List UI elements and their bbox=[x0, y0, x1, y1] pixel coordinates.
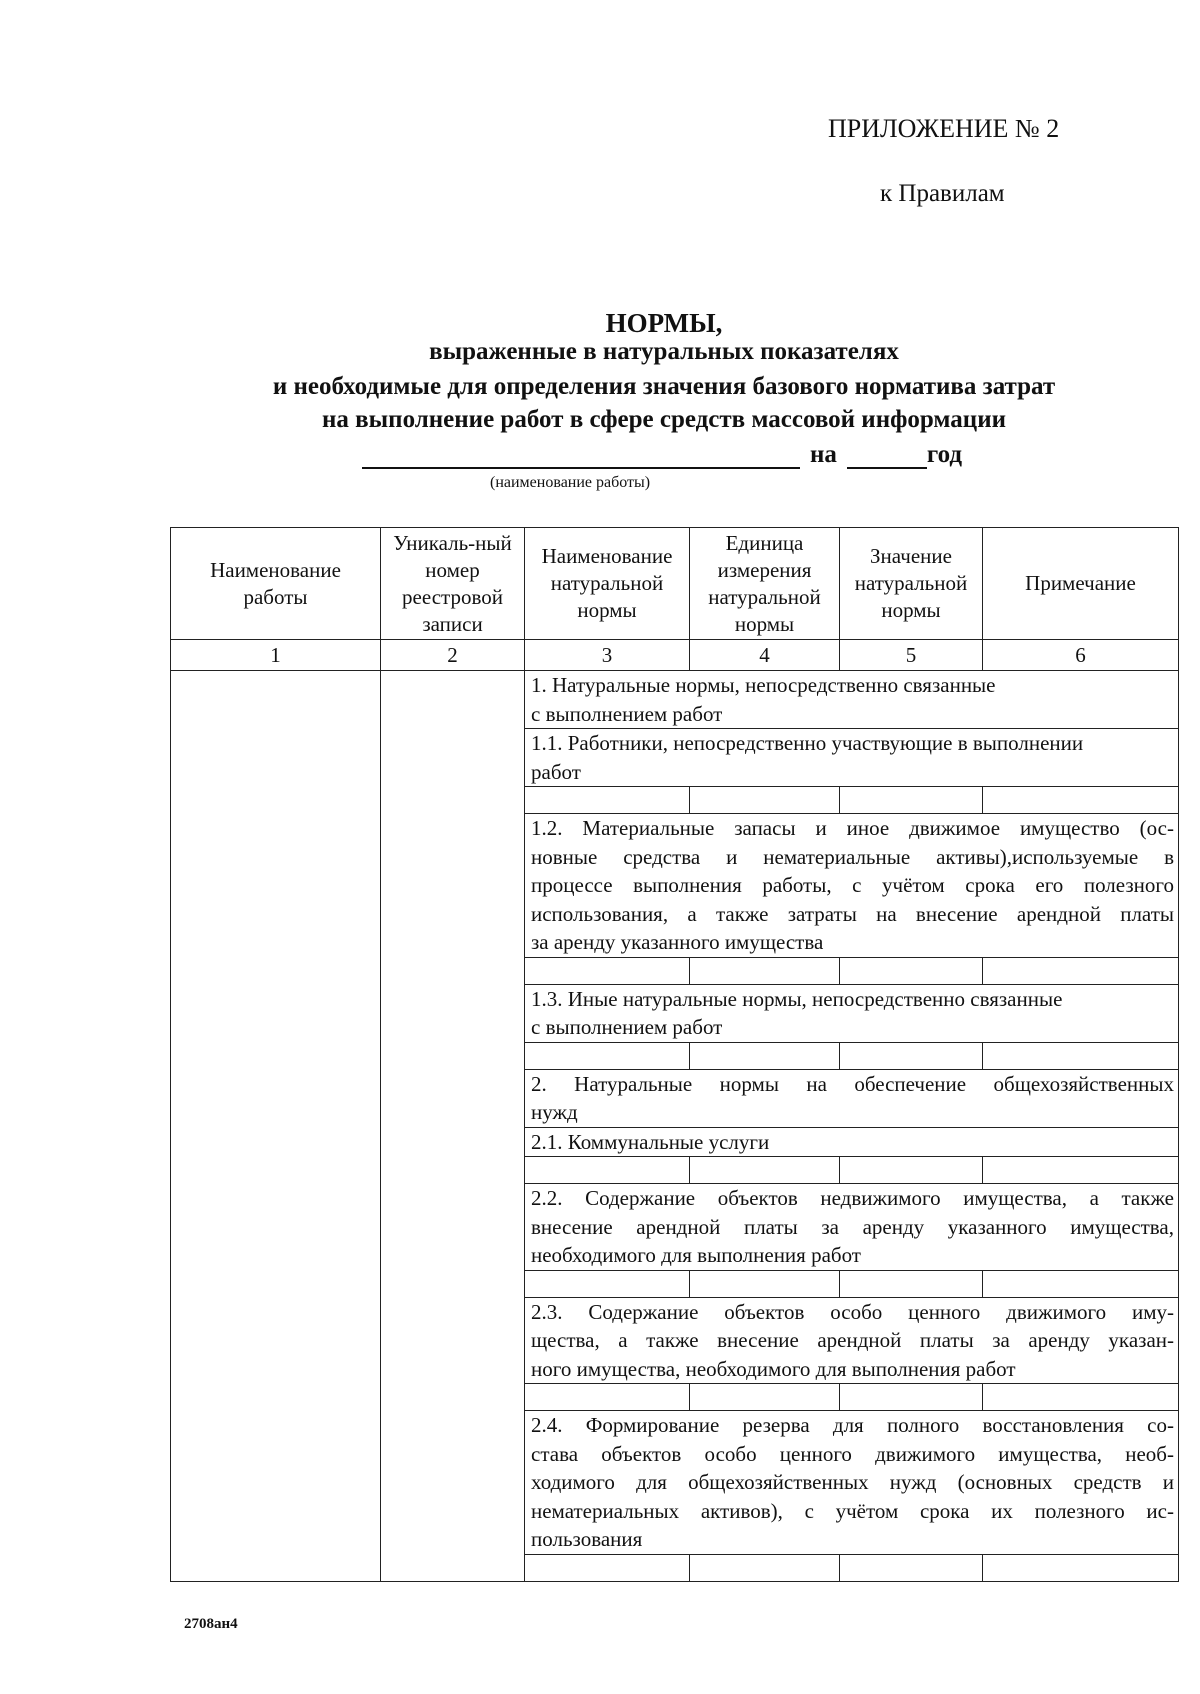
column-number: 1 bbox=[171, 640, 381, 671]
title-line-3: на выполнение работ в сфере средств массовой информации bbox=[321, 406, 1007, 433]
section-heading-line: за аренду указанного имущества bbox=[531, 930, 824, 954]
document-code: 2708ан4 bbox=[184, 1616, 238, 1632]
section-heading-line: 2.2. Содержание объектов недвижимого имущества, а также bbox=[531, 1186, 1174, 1210]
value-cell[interactable] bbox=[840, 1157, 983, 1184]
column-header: Значение натуральной нормы bbox=[840, 528, 983, 640]
work-name-caption: (наименование работы) bbox=[490, 474, 651, 491]
section-heading-line: пользования bbox=[531, 1527, 643, 1551]
norm-name-cell[interactable] bbox=[525, 1270, 690, 1297]
work-name-year-line bbox=[362, 441, 962, 469]
column-number: 6 bbox=[983, 640, 1179, 671]
unit-cell[interactable] bbox=[690, 1554, 840, 1581]
section-heading-line: 1.2. Материальные запасы и иное движимое имущество (ос- bbox=[531, 816, 1174, 840]
appendix-number: ПРИЛОЖЕНИЕ № 2 bbox=[828, 114, 1060, 143]
section-heading-line: новные средства и нематериальные активы),используемые в bbox=[531, 844, 1174, 869]
document-title: НОРМЫ, bbox=[605, 308, 723, 338]
section-heading-line: 2.3. Содержание объектов особо ценного движимого иму- bbox=[531, 1299, 1174, 1324]
header-row bbox=[171, 528, 1179, 640]
note-cell[interactable] bbox=[983, 1270, 1179, 1297]
section-heading-line: ного имущества, необходимого для выполнения работ bbox=[531, 1356, 1016, 1381]
section-heading-line: необходимого для выполнения работ bbox=[531, 1243, 861, 1267]
unit-cell[interactable] bbox=[690, 787, 840, 814]
section-heading-line: 1.1. Работники, непосредственно участвующие в выполнении bbox=[531, 731, 1084, 755]
section-heading-line: использования, а также затраты на внесение арендной платы bbox=[531, 901, 1174, 926]
note-cell[interactable] bbox=[983, 1157, 1179, 1184]
section-row bbox=[171, 671, 1179, 729]
section-heading-line: 1. Натуральные нормы, непосредственно связанные bbox=[531, 673, 996, 697]
section-heading-line: става объектов особо ценного движимого имущества, необ- bbox=[531, 1441, 1174, 1466]
norm-name-cell[interactable] bbox=[525, 1157, 690, 1184]
section-heading-line: ходимого для общехозяйственных нужд (основных средств и bbox=[531, 1470, 1174, 1494]
section-heading bbox=[525, 1297, 1179, 1384]
section-heading-line: с выполнением работ bbox=[531, 701, 723, 726]
section-heading-line: щества, а также внесение арендной платы за аренду указан- bbox=[531, 1328, 1174, 1352]
section-heading bbox=[525, 729, 1179, 787]
section-heading-line: 2.4. Формирование резерва для полного восстановления со- bbox=[531, 1413, 1174, 1437]
value-cell[interactable] bbox=[840, 1554, 983, 1581]
norm-name-cell[interactable] bbox=[525, 1384, 690, 1411]
section-heading bbox=[525, 1184, 1179, 1271]
unit-cell[interactable] bbox=[690, 957, 840, 984]
norm-name-cell[interactable] bbox=[525, 1042, 690, 1069]
year-blank[interactable] bbox=[847, 443, 927, 469]
note-cell[interactable] bbox=[983, 1554, 1179, 1581]
section-heading-line: 2.1. Коммунальные услуги bbox=[531, 1129, 770, 1154]
column-number: 4 bbox=[690, 640, 840, 671]
section-heading-line: нужд bbox=[531, 1100, 578, 1124]
norms-table bbox=[170, 527, 1179, 1582]
work-name-blank[interactable] bbox=[362, 443, 800, 469]
value-cell[interactable] bbox=[840, 1042, 983, 1069]
title-line-2: и необходимые для определения значения базового норматива затрат bbox=[272, 373, 1056, 400]
column-header: Наименование работы bbox=[171, 528, 381, 640]
note-cell[interactable] bbox=[983, 1042, 1179, 1069]
section-heading bbox=[525, 671, 1179, 729]
title-line-1: выраженные в натуральных показателях bbox=[429, 338, 899, 365]
unit-cell[interactable] bbox=[690, 1042, 840, 1069]
on-label: на bbox=[810, 441, 837, 468]
work-name-cell[interactable] bbox=[171, 671, 381, 1582]
column-number-row bbox=[171, 640, 1179, 671]
unit-cell[interactable] bbox=[690, 1270, 840, 1297]
section-heading bbox=[525, 984, 1179, 1042]
section-heading-line: нематериальных активов), с учётом срока их полезного ис- bbox=[531, 1498, 1174, 1523]
value-cell[interactable] bbox=[840, 1384, 983, 1411]
value-cell[interactable] bbox=[840, 787, 983, 814]
note-cell[interactable] bbox=[983, 787, 1179, 814]
column-header: Примечание bbox=[983, 528, 1179, 640]
column-number: 5 bbox=[840, 640, 983, 671]
column-header: Наименование натуральной нормы bbox=[525, 528, 690, 640]
note-cell[interactable] bbox=[983, 957, 1179, 984]
appendix-to-rules: к Правилам bbox=[880, 180, 1005, 207]
section-heading-line: внесение арендной платы за аренду указанного имущества, bbox=[531, 1214, 1174, 1239]
section-heading bbox=[525, 1127, 1179, 1157]
registry-number-cell[interactable] bbox=[381, 671, 525, 1582]
value-cell[interactable] bbox=[840, 1270, 983, 1297]
section-heading-line: процессе выполнения работы, с учётом срока его полезного bbox=[531, 873, 1174, 897]
norm-name-cell[interactable] bbox=[525, 957, 690, 984]
norm-name-cell[interactable] bbox=[525, 787, 690, 814]
column-number: 2 bbox=[381, 640, 525, 671]
column-header: Уникаль-ный номер реестровой записи bbox=[381, 528, 525, 640]
section-heading bbox=[525, 814, 1179, 958]
unit-cell[interactable] bbox=[690, 1384, 840, 1411]
section-heading-line: работ bbox=[531, 759, 581, 784]
year-label: год bbox=[926, 441, 963, 468]
section-heading bbox=[525, 1411, 1179, 1555]
unit-cell[interactable] bbox=[690, 1157, 840, 1184]
section-heading-line: 2. Натуральные нормы на обеспечение общехозяйственных bbox=[531, 1071, 1174, 1096]
column-header: Единица измерения натуральной нормы bbox=[690, 528, 840, 640]
section-heading-line: с выполнением работ bbox=[531, 1015, 723, 1039]
column-number: 3 bbox=[525, 640, 690, 671]
section-heading-line: 1.3. Иные натуральные нормы, непосредственно связанные bbox=[531, 986, 1063, 1011]
note-cell[interactable] bbox=[983, 1384, 1179, 1411]
section-heading bbox=[525, 1069, 1179, 1127]
norm-name-cell[interactable] bbox=[525, 1554, 690, 1581]
value-cell[interactable] bbox=[840, 957, 983, 984]
